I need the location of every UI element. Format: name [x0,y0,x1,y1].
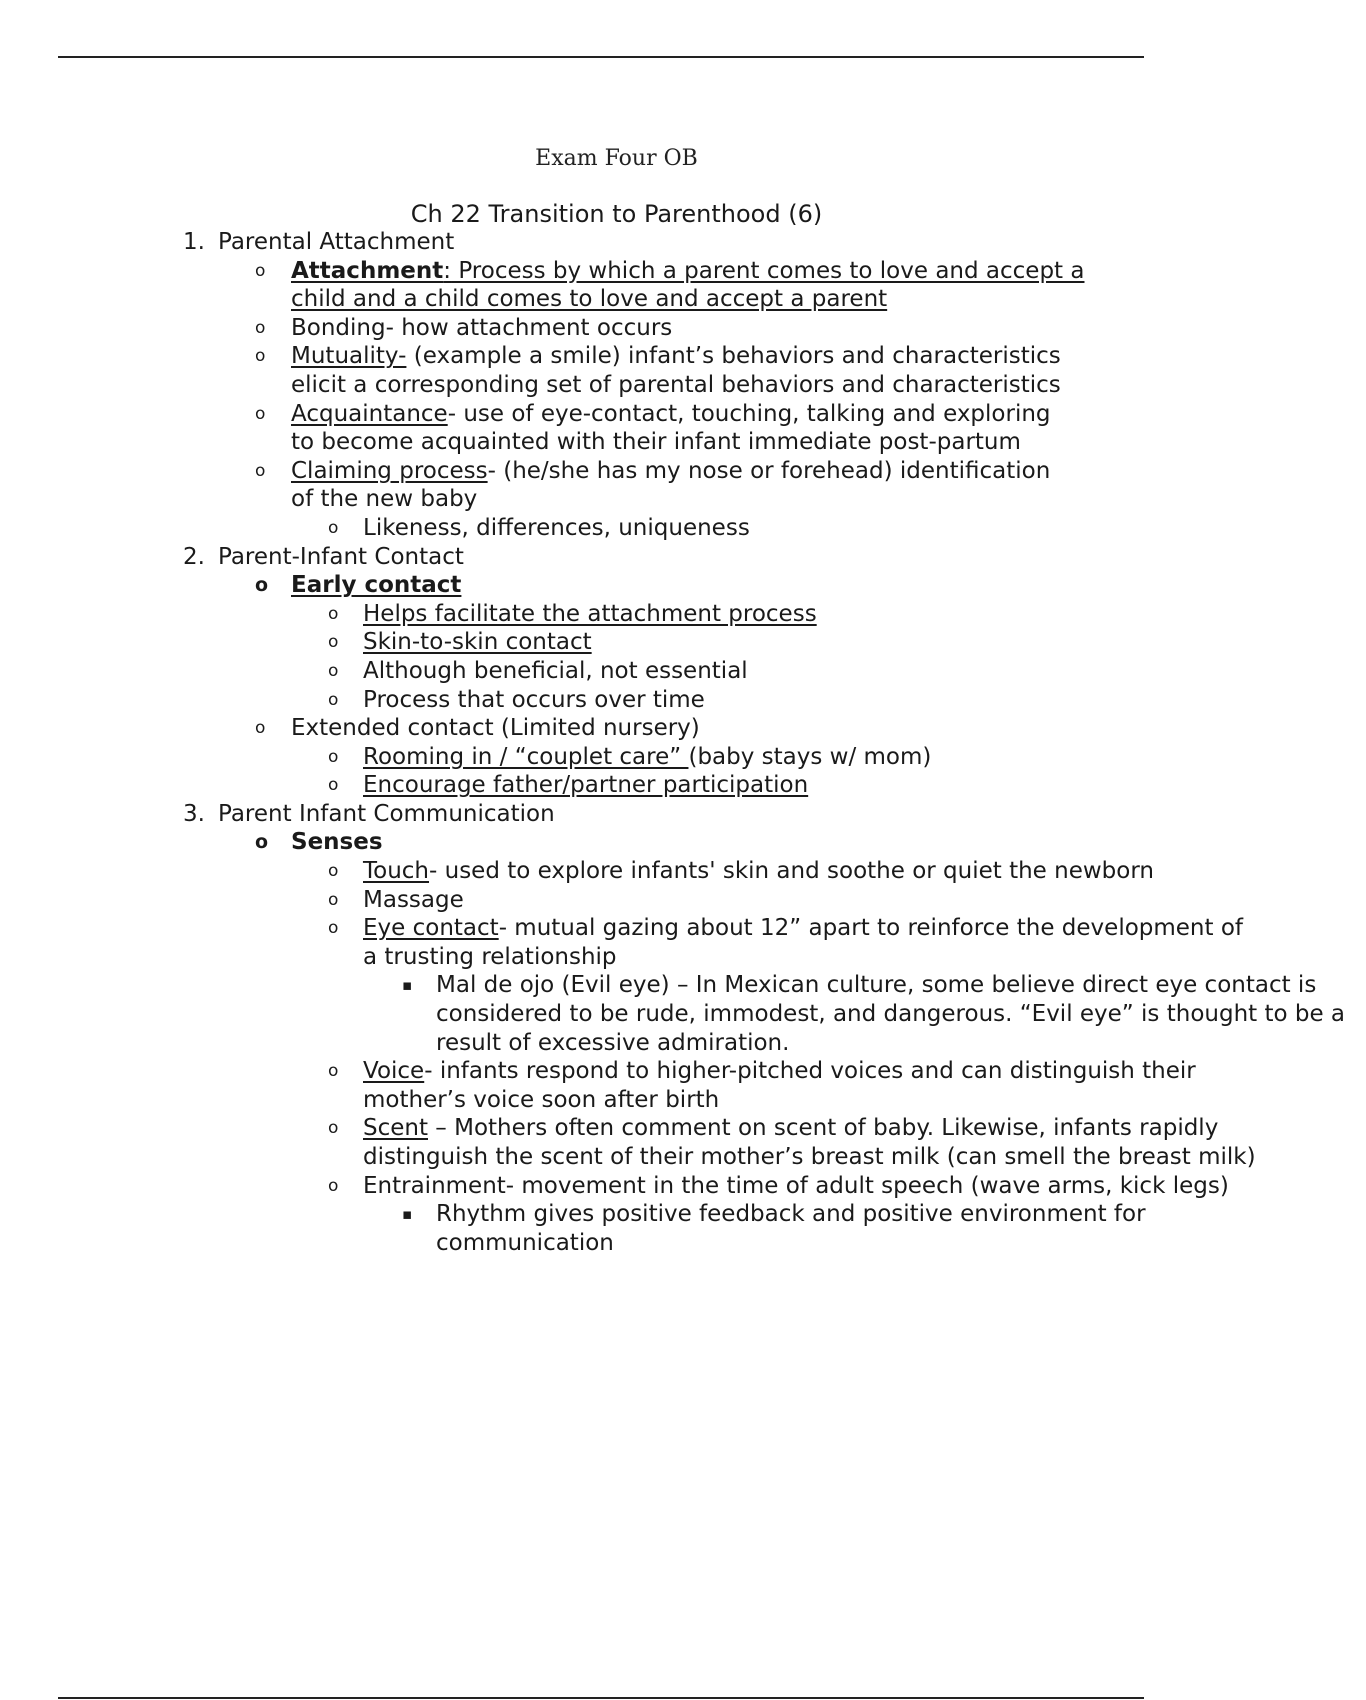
section-number: 3. [183,800,205,827]
list-item: o Bonding- how attachment occurs [255,314,673,341]
square-bullet-icon: ▪ [402,1205,413,1224]
circle-bullet-icon: o [328,746,339,767]
circle-bullet-icon: o [328,517,339,538]
circle-bullet-icon: o [328,861,339,882]
term: Voice [363,1058,425,1085]
list-item: o Skin-to-skin contact [328,629,592,656]
document-title: Exam Four OB [535,146,698,171]
section-heading: 1. Parental Attachment [183,229,455,255]
circle-bullet-icon: o [255,574,269,597]
circle-bullet-icon: o [328,660,339,681]
section-number: 1. [183,229,205,255]
list-item: o Although beneficial, not essential [328,657,748,684]
circle-bullet-icon: o [255,403,266,424]
list-item: o Voice- infants respond to higher-pitched voices and can distinguish their mother’s voice soon after birth [328,1058,1196,1113]
list-item: o Senses [255,829,383,856]
list-item: o Extended contact (Limited nursery) [255,715,700,742]
circle-bullet-icon: o [255,346,266,367]
list-item: o Early contact [255,572,462,599]
term: Scent [363,1115,428,1142]
term: Eye contact [363,915,499,942]
footer-rule [58,1697,1144,1699]
circle-bullet-icon: o [328,1175,339,1196]
term: Attachment [291,257,444,284]
circle-bullet-icon: o [328,632,339,653]
circle-bullet-icon: o [255,460,266,481]
list-item: ▪ Rhythm gives positive feedback and positive environment for communication [402,1201,1146,1256]
list-item: o Encourage father/partner participation [328,772,809,799]
list-item: o Attachment: Process by which a parent comes to love and accept a child and a child comes to love and accept a parent [255,257,1085,313]
header-rule [58,56,1144,58]
circle-bullet-icon: o [255,317,266,338]
list-item: ▪ Mal de ojo (Evil eye) – In Mexican culture, some believe direct eye contact is considered to be rude, immodest, and dangerous. “Evil eye” is thought to be a result of excessive admiration. [402,972,1346,1056]
term: Rooming in / “couplet care” [363,743,689,770]
list-item: o Likeness, differences, uniqueness [328,514,750,541]
circle-bullet-icon: o [328,1061,339,1082]
term: Mutuality- [291,343,407,370]
circle-bullet-icon: o [328,603,339,624]
section-heading: 2. Parent-Infant Contact [183,543,464,570]
section-number: 2. [183,543,205,570]
circle-bullet-icon: o [328,1118,339,1139]
circle-bullet-icon: o [255,260,266,281]
list-item: o Mutuality- (example a smile) infant’s behaviors and characteristics elicit a corresponding set of parental behaviors and characteristics [255,343,1061,398]
list-item: o Touch- used to explore infants' skin and soothe or quiet the newborn [328,858,1154,885]
term: Claiming process [291,457,488,484]
list-item: o Eye contact- mutual gazing about 12” apart to reinforce the development of a trusting relationship [328,915,1244,970]
term: Acquaintance [291,400,448,427]
term: Touch [363,858,430,885]
circle-bullet-icon: o [328,918,339,939]
square-bullet-icon: ▪ [402,976,413,995]
circle-bullet-icon: o [255,718,266,739]
circle-bullet-icon: o [255,831,269,854]
list-item: o Process that occurs over time [328,686,705,713]
circle-bullet-icon: o [328,889,339,910]
list-item: o Entrainment- movement in the time of adult speech (wave arms, kick legs) [328,1172,1229,1199]
circle-bullet-icon: o [328,689,339,710]
outline-list [180,228,1346,1257]
chapter-heading: Ch 22 Transition to Parenthood (6) [410,200,823,228]
list-item: o Helps facilitate the attachment process [328,600,817,627]
circle-bullet-icon: o [328,775,339,796]
section-heading: 3. Parent Infant Communication [183,800,555,827]
list-item: o Claiming process- (he/she has my nose or forehead) identification of the new baby [255,457,1051,513]
list-item: o Rooming in / “couplet care” (baby stays w/ mom) [328,743,932,770]
list-item: o Scent – Mothers often comment on scent of baby. Likewise, infants rapidly distinguish the scent of their mother’s breast milk (can smell the breast milk) [328,1115,1256,1170]
list-item: o Massage [328,886,464,913]
list-item: o Acquaintance- use of eye-contact, touching, talking and exploring to become acquainted with their infant immediate post-partum [255,400,1051,456]
